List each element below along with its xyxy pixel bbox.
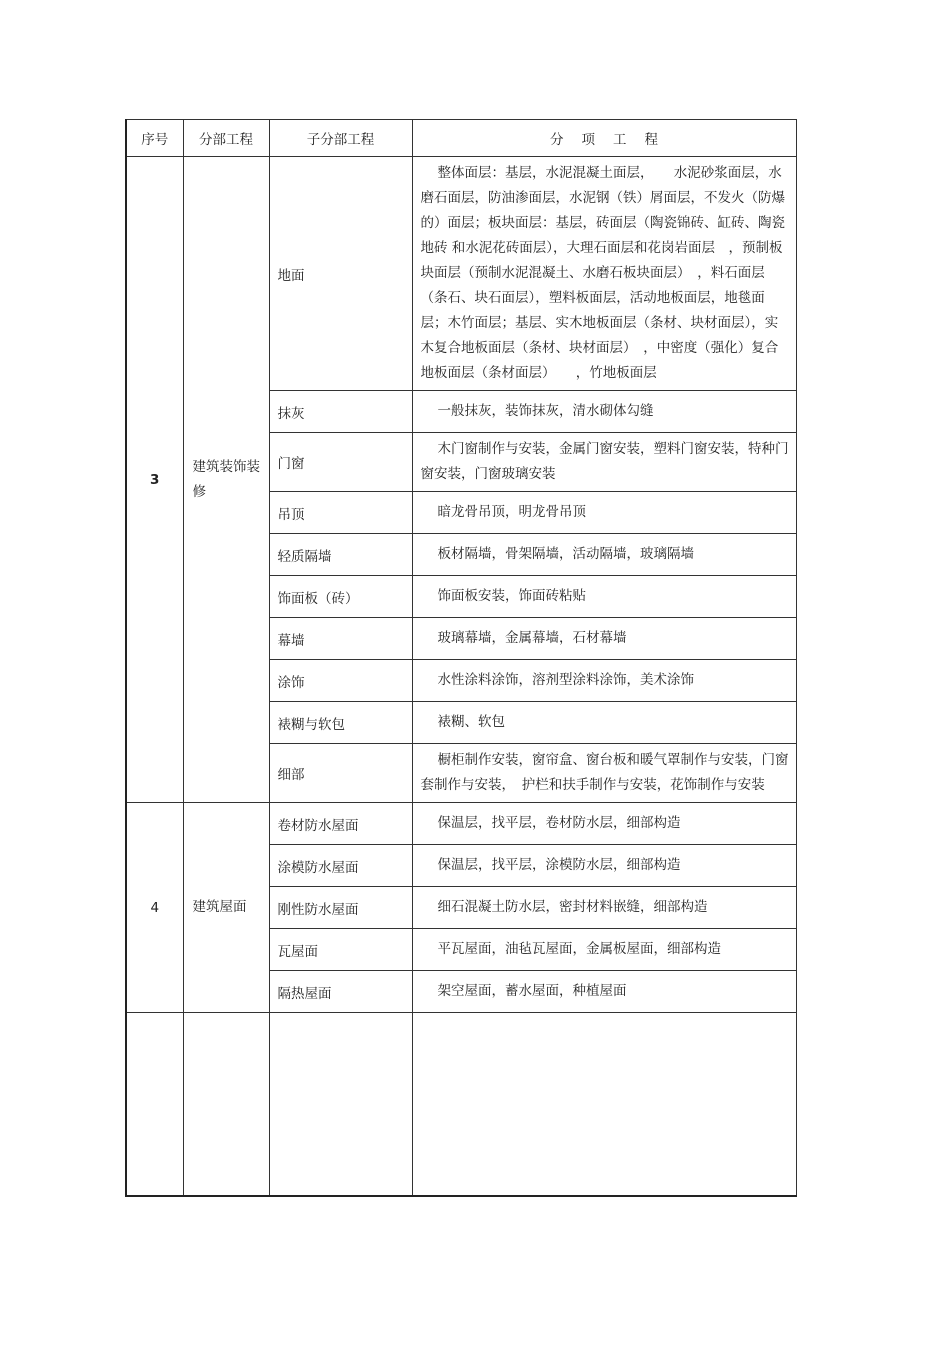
subdivision-cell: 幕墙 <box>269 618 412 660</box>
items-cell: 橱柜制作安装，窗帘盒、窗台板和暖气罩制作与安装，门窗套制作与安装， 护栏和扶手制作与安装，花饰制作与安装 <box>412 744 796 803</box>
subdivision-cell: 地面 <box>269 157 412 391</box>
empty-cell <box>412 1013 796 1197</box>
header-items <box>412 120 796 157</box>
items-cell: 保温层，找平层，涂模防水层，细部构造 <box>412 845 796 887</box>
seq-cell: 3 <box>126 157 183 803</box>
items-cell: 暗龙骨吊顶，明龙骨吊顶 <box>412 492 796 534</box>
table-row <box>126 803 796 845</box>
subdivision-cell: 饰面板（砖） <box>269 576 412 618</box>
subdivision-cell: 瓦屋面 <box>269 929 412 971</box>
items-cell: 架空屋面，蓄水屋面，种植屋面 <box>412 971 796 1013</box>
header-items-label: 分项工程 <box>550 132 676 148</box>
header-division: 分部工程 <box>183 120 269 157</box>
items-cell: 板材隔墙，骨架隔墙，活动隔墙，玻璃隔墙 <box>412 534 796 576</box>
subdivision-cell: 细部 <box>269 744 412 803</box>
subdivision-cell: 涂模防水屋面 <box>269 845 412 887</box>
division-table <box>125 119 797 1197</box>
seq-cell: 4 <box>126 803 183 1013</box>
subdivision-cell: 抹灰 <box>269 391 412 433</box>
subdivision-cell: 门窗 <box>269 433 412 492</box>
subdivision-cell: 刚性防水屋面 <box>269 887 412 929</box>
items-cell: 一般抹灰，装饰抹灰，清水砌体勾缝 <box>412 391 796 433</box>
header-subdivision: 子分部工程 <box>269 120 412 157</box>
header-seq: 序号 <box>126 120 183 157</box>
subdivision-cell: 裱糊与软包 <box>269 702 412 744</box>
subdivision-cell: 卷材防水屋面 <box>269 803 412 845</box>
items-cell: 玻璃幕墙，金属幕墙，石材幕墙 <box>412 618 796 660</box>
subdivision-cell: 涂饰 <box>269 660 412 702</box>
table-row <box>126 157 796 391</box>
subdivision-cell: 隔热屋面 <box>269 971 412 1013</box>
division-cell: 建筑屋面 <box>183 803 269 1013</box>
items-cell: 细石混凝土防水层，密封材料嵌缝，细部构造 <box>412 887 796 929</box>
items-cell: 水性涂料涂饰，溶剂型涂料涂饰，美术涂饰 <box>412 660 796 702</box>
empty-cell <box>269 1013 412 1197</box>
division-cell: 建筑装饰装修 <box>183 157 269 803</box>
empty-cell <box>183 1013 269 1197</box>
items-cell: 整体面层：基层，水泥混凝土面层， 水泥砂浆面层，水磨石面层，防油渗面层，水泥钢（铁）屑面层，不发火（防爆的）面层；板块面层：基层，砖面层（陶瓷锦砖、缸砖、陶瓷地砖 和水泥花砖面层），大理石面层和花岗岩面层 ，预制板块面层（预制水泥混凝土、水磨石板块面层） ，料石面层（条石、块石面层），塑料板面层，活动地板面层，地毯面层；木竹面层；基层、实木地板面层（条材、块材面层），实木复合地板面层（条材、块材面层） ，中密度（强化）复合地板面层（条材面层） ，竹地板面层 <box>412 157 796 391</box>
subdivision-cell: 轻质隔墙 <box>269 534 412 576</box>
header-row <box>126 120 796 157</box>
empty-row <box>126 1013 796 1197</box>
empty-cell <box>126 1013 183 1197</box>
subdivision-cell: 吊顶 <box>269 492 412 534</box>
items-cell: 裱糊、软包 <box>412 702 796 744</box>
items-cell: 饰面板安装，饰面砖粘贴 <box>412 576 796 618</box>
items-cell: 木门窗制作与安装，金属门窗安装，塑料门窗安装，特种门窗安装，门窗玻璃安装 <box>412 433 796 492</box>
items-cell: 平瓦屋面，油毡瓦屋面，金属板屋面，细部构造 <box>412 929 796 971</box>
items-cell: 保温层，找平层，卷材防水层，细部构造 <box>412 803 796 845</box>
